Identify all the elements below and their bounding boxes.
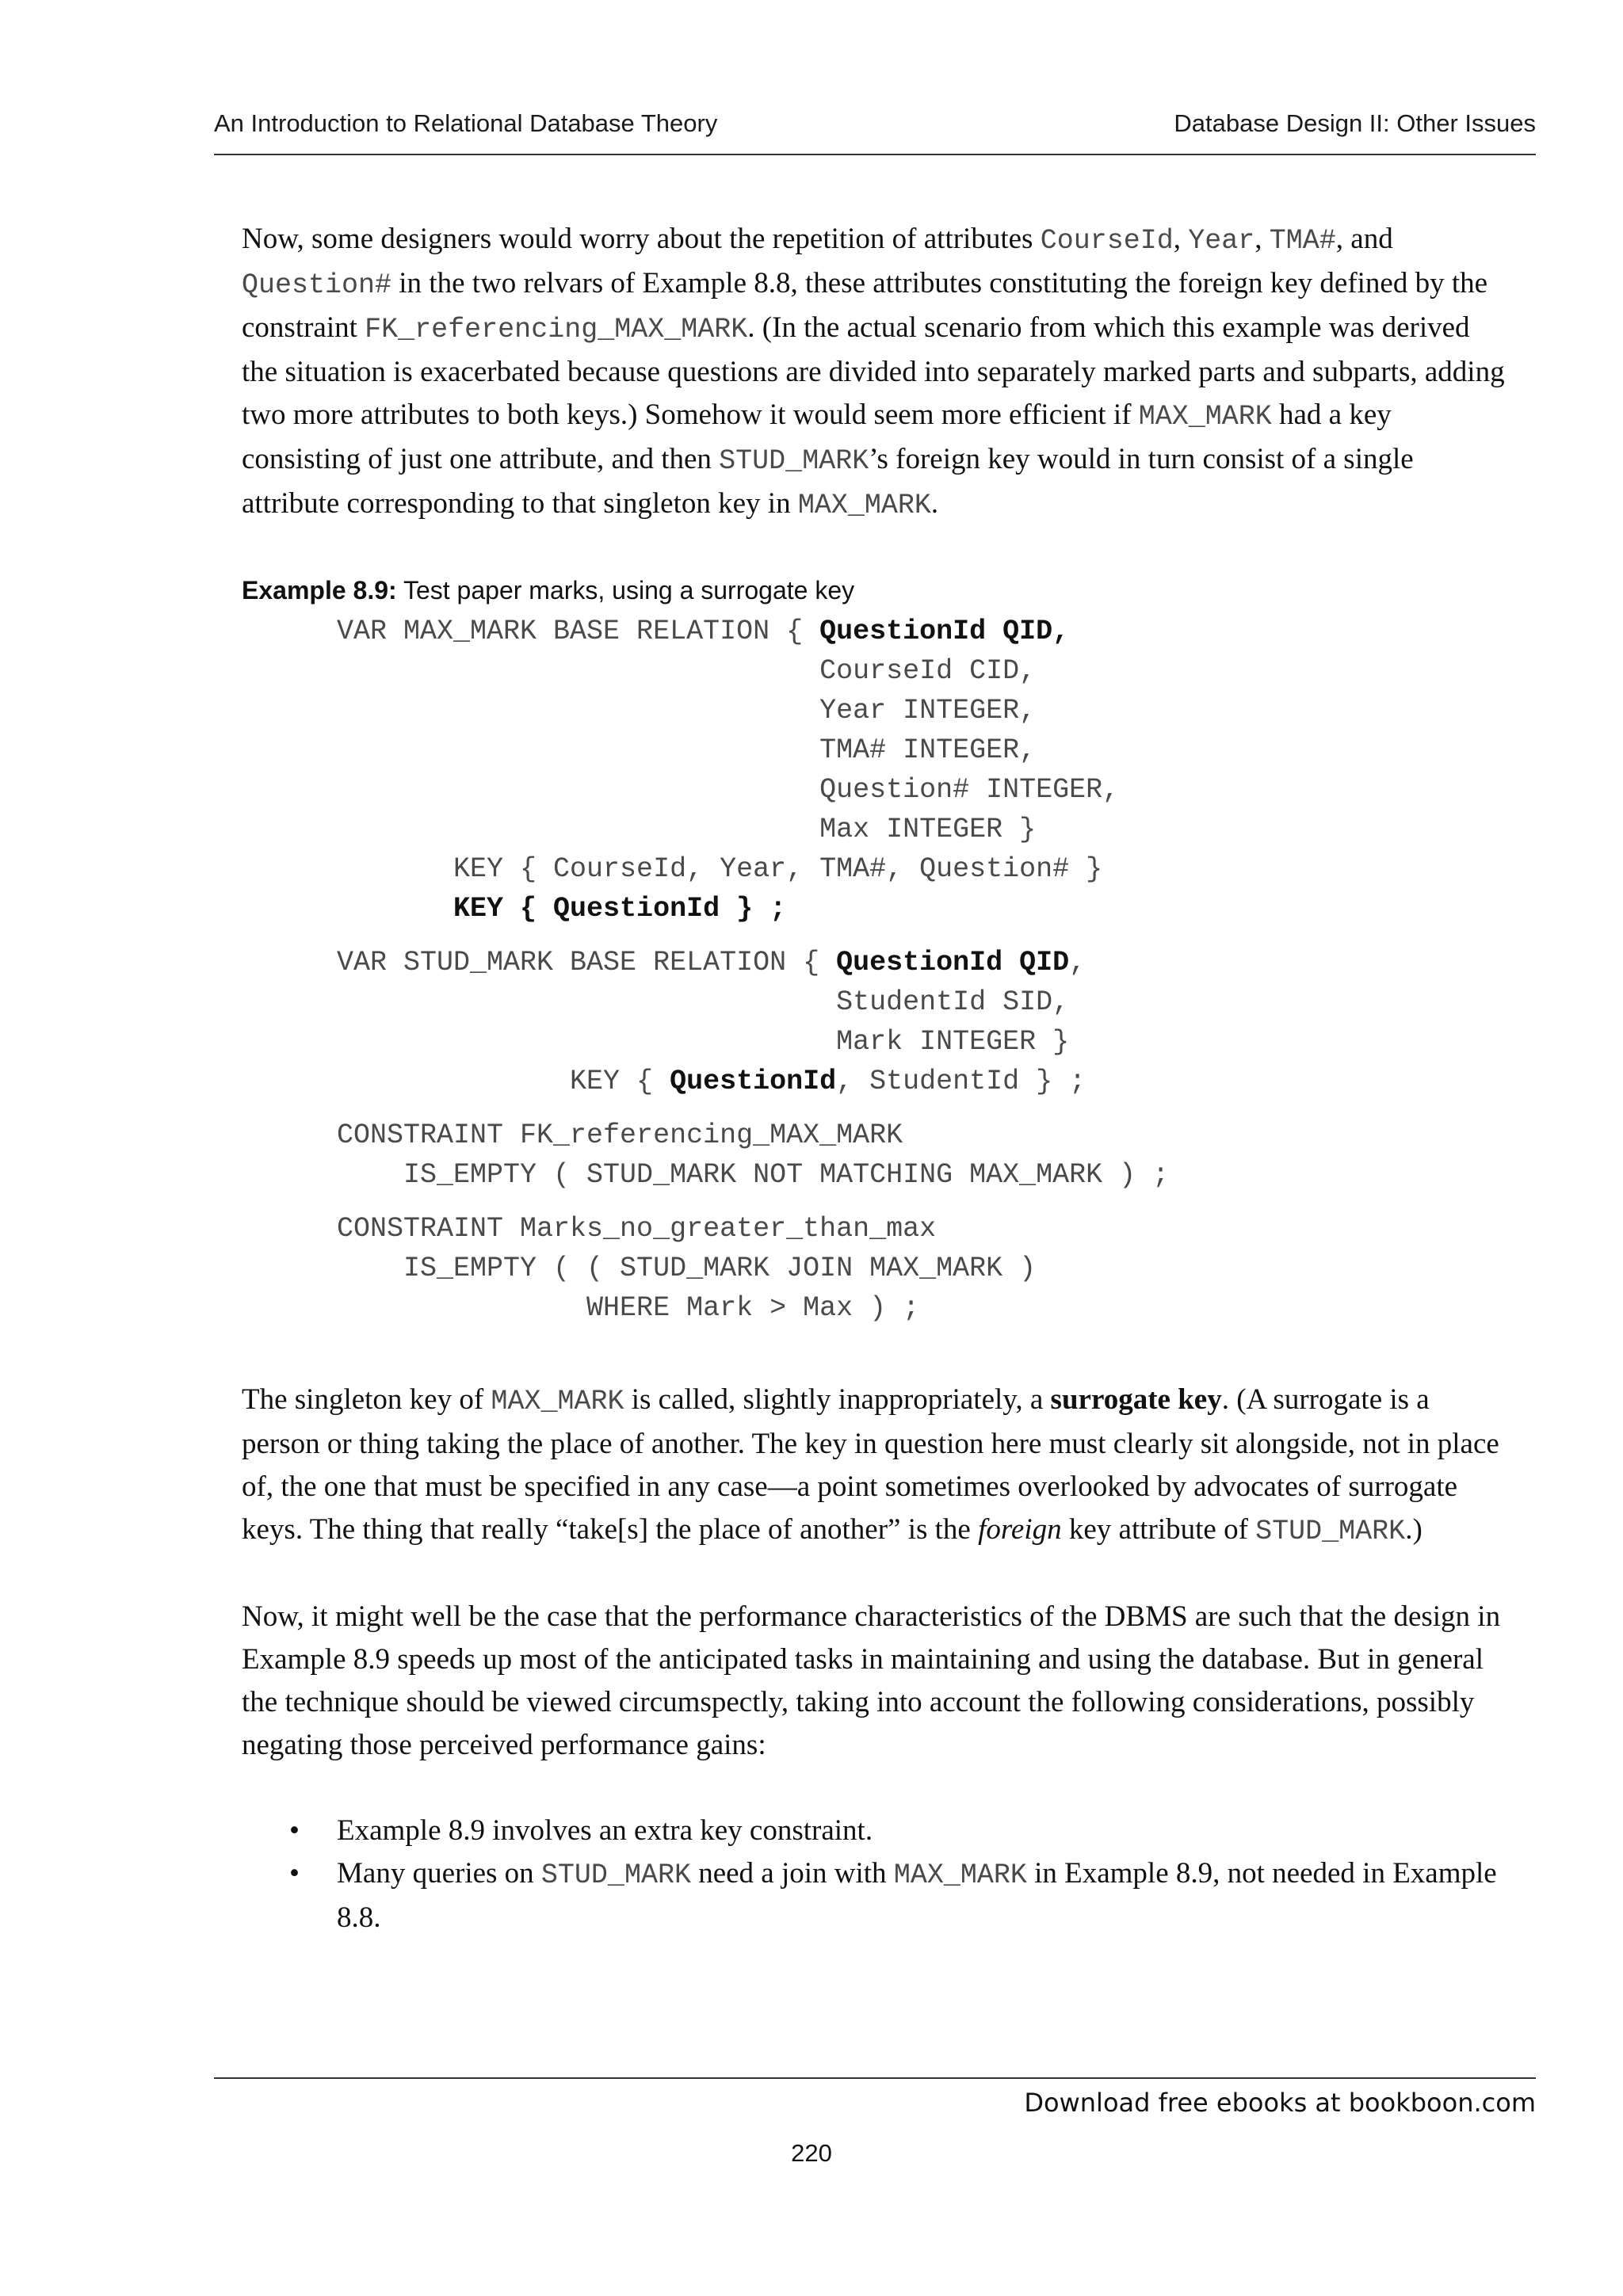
bullet-icon: • bbox=[289, 1814, 300, 1847]
code-line: KEY { QuestionId } ; bbox=[337, 893, 787, 925]
code-spacer bbox=[337, 1101, 1512, 1116]
code-line: StudentId SID, bbox=[337, 986, 1070, 1018]
code-line: VAR STUD_MARK BASE RELATION { QuestionId QID, bbox=[337, 947, 1086, 978]
code-line: Year INTEGER, bbox=[337, 695, 1037, 727]
code-line: KEY { QuestionId, StudentId } ; bbox=[337, 1066, 1086, 1097]
code-line: CourseId CID, bbox=[337, 655, 1037, 687]
code-spacer bbox=[337, 929, 1512, 943]
code-spacer bbox=[337, 1195, 1512, 1209]
list-item: • Example 8.9 involves an extra key constraint. bbox=[242, 1810, 1512, 1852]
code-line: CONSTRAINT FK_referencing_MAX_MARK bbox=[337, 1119, 903, 1151]
code-line: Max INTEGER } bbox=[337, 814, 1037, 845]
example-caption bbox=[242, 576, 1512, 605]
code-line: TMA# INTEGER, bbox=[337, 734, 1037, 766]
header-divider bbox=[214, 154, 1536, 155]
paragraph-performance: Now, it might well be the case that the performance characteristics of the DBMS are such that the design in Example 8.9 speeds up most of the anticipated tasks in maintaining and using the database. But in general the technique should be viewed circumspectly, taking into account the following considerations, possibly negating those perceived performance gains: bbox=[242, 1600, 1501, 1761]
paragraph-intro: Now, some designers would worry about the repetition of attributes CourseId, Year, TMA#, and Question# in the two relvars of Example 8.8, these attributes constituting the foreign key defined by the constraint FK_referencing_MAX_MARK. (In the actual scenario from which this example was derived the situation is exacerbated because questions are divided into separately marked parts and subparts, adding two more attributes to both keys.) Somehow it would seem more efficient if MAX_MARK had a key consisting of just one attribute, and then STUD_MARK’s foreign key would in turn consist of a single attribute corresponding to that singleton key in MAX_MARK. bbox=[242, 223, 1505, 521]
code-line: Question# INTEGER, bbox=[337, 774, 1120, 806]
page-number: 220 bbox=[791, 2139, 832, 2167]
code-line: VAR MAX_MARK BASE RELATION { QuestionId QID, bbox=[337, 616, 1070, 647]
considerations-list bbox=[242, 1810, 1512, 1939]
footer-divider bbox=[214, 2077, 1536, 2079]
code-line: IS_EMPTY ( STUD_MARK NOT MATCHING MAX_MARK ) ; bbox=[337, 1159, 1170, 1191]
code-line: KEY { CourseId, Year, TMA#, Question# } bbox=[337, 853, 1103, 885]
list-item: • Many queries on STUD_MARK need a join with MAX_MARK in Example 8.9, not needed in Example 8.8. bbox=[242, 1852, 1512, 1939]
paragraph-surrogate: The singleton key of MAX_MARK is called, slightly inappropriately, a surrogate key. (A surrogate is a person or thing taking the place of another. The key in question here must clearly sit alongside, not in place of, the one that must be specified in any case—a point sometimes overlooked by advocates of surrogate keys. The thing that really “take[s] the place of another” is the foreign key attribute of STUD_MARK.) bbox=[242, 1383, 1499, 1547]
code-example bbox=[337, 612, 1512, 1328]
footer-download-link[interactable]: Download free ebooks at bookboon.com bbox=[1024, 2088, 1536, 2118]
main-content bbox=[242, 218, 1512, 1939]
header-book-title: An Introduction to Relational Database Theory bbox=[214, 109, 718, 137]
running-header bbox=[214, 109, 1536, 138]
example-label: Example 8.9: bbox=[242, 576, 397, 605]
code-line: CONSTRAINT Marks_no_greater_than_max bbox=[337, 1213, 937, 1245]
code-line: Mark INTEGER } bbox=[337, 1026, 1070, 1058]
bullet-icon: • bbox=[289, 1857, 300, 1890]
example-title: Test paper marks, using a surrogate key bbox=[396, 576, 855, 605]
header-chapter-title: Database Design II: Other Issues bbox=[1174, 109, 1536, 137]
code-line: IS_EMPTY ( ( STUD_MARK JOIN MAX_MARK ) bbox=[337, 1253, 1037, 1284]
code-line: WHERE Mark > Max ) ; bbox=[337, 1292, 920, 1324]
